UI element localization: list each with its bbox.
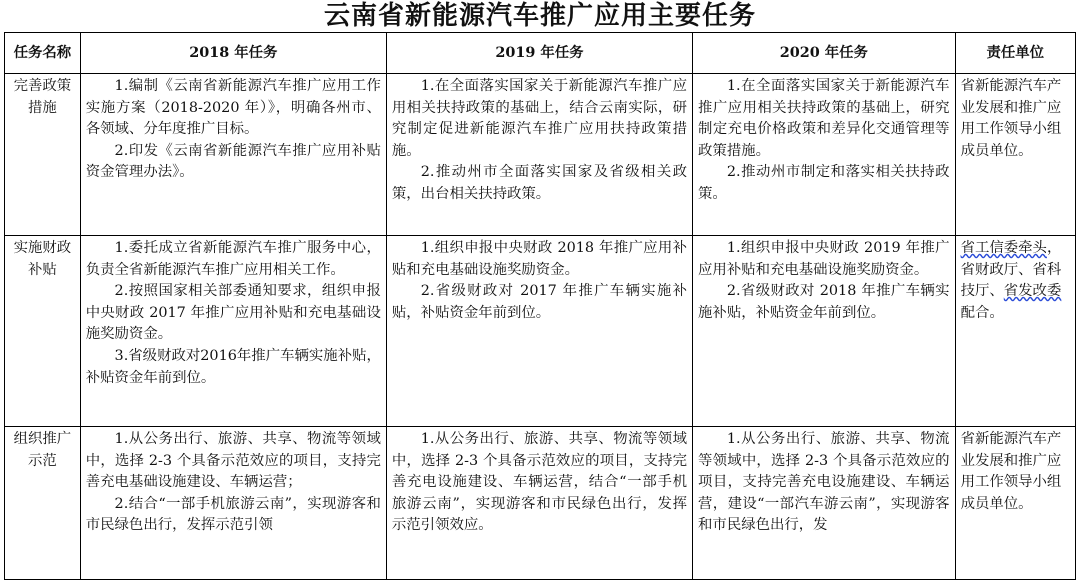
table-row bbox=[5, 427, 1076, 580]
header-2020: 2020 年任务 bbox=[693, 33, 956, 74]
header-2019: 2019 年任务 bbox=[386, 33, 692, 74]
coop-unit-text: 配合。 bbox=[960, 304, 1004, 321]
tasks-2019-cell bbox=[386, 236, 692, 427]
document-title: 云南省新能源汽车推广应用主要任务 bbox=[323, 1, 756, 31]
task-item: 1.组织申报中央财政 2018 年推广应用补贴和充电基础设施奖励资金。 bbox=[391, 240, 688, 278]
tasks-2020-cell bbox=[693, 236, 956, 427]
table-row bbox=[5, 236, 1076, 427]
tasks-2018-cell bbox=[80, 74, 386, 236]
header-task-name: 任务名称 bbox=[5, 33, 81, 74]
task-item: 2.印发《云南省新能源汽车推广应用补贴资金管理办法》。 bbox=[85, 142, 381, 181]
task-item: 1.在全面落实国家关于新能源汽车推广应用相关扶持政策的基础上，结合云南实际，研究制定促进新能源汽车推广应用扶持政策措施。 bbox=[391, 78, 688, 159]
task-name-cell: 组织推广示范 bbox=[5, 427, 81, 580]
task-item: 2.推动州市制定和落实相关扶持政策。 bbox=[698, 164, 950, 202]
table-row bbox=[5, 74, 1076, 236]
task-item: 2.省级财政对 2017 年推广车辆实施补贴，补贴资金年前到位。 bbox=[391, 283, 688, 321]
task-item: 1.从公务出行、旅游、共享、物流等领域中，选择 2-3 个具备示范效应的项目，支持完善充电设施建设、车辆运营，建设“一部汽车游云南”，实现游客和市民绿色出行，发 bbox=[698, 431, 950, 534]
tasks-2020-cell bbox=[693, 427, 956, 580]
tasks-2020-cell bbox=[693, 74, 956, 236]
task-item: 2.推动州市全面落实国家及省级相关政策，出台相关扶持政策。 bbox=[391, 164, 688, 202]
task-table bbox=[4, 32, 1076, 580]
header-responsible-unit: 责任单位 bbox=[955, 33, 1075, 74]
tasks-2018-cell bbox=[80, 427, 386, 580]
task-item: 1.委托成立省新能源汽车推广服务中心，负责全省新能源汽车推广应用相关工作。 bbox=[85, 240, 381, 278]
task-item: 1.编制《云南省新能源汽车推广应用工作实施方案（2018-2020 年）》，明确各州市、各领域、分年度推广目标。 bbox=[85, 78, 381, 138]
task-item: 2.省级财政对 2018 年推广车辆实施补贴，补贴资金年前到位。 bbox=[698, 283, 950, 321]
tasks-2019-cell bbox=[386, 427, 692, 580]
task-item: 2.结合“一部手机旅游云南”，实现游客和市民绿色出行，发挥示范引领 bbox=[85, 495, 381, 534]
responsible-unit-cell bbox=[955, 236, 1075, 427]
lead-unit-text: 省工信委牵头 bbox=[960, 240, 1047, 256]
task-item: 2.按照国家相关部委通知要求，组织申报中央财政 2017 年推广应用补贴和充电基础设施奖励资金。 bbox=[85, 283, 381, 343]
responsible-unit-cell: 省新能源汽车产业发展和推广应用工作领导小组成员单位。 bbox=[955, 427, 1075, 580]
task-item: 1.从公务出行、旅游、共享、物流等领域中，选择 2-3 个具备示范效应的项目，支持完善充电设施建设、车辆运营，结合“一部手机旅游云南”，实现游客和市民绿色出行，发挥示范引领效应。 bbox=[391, 431, 688, 534]
task-item: 1.组织申报中央财政 2019 年推广应用补贴和充电基础设施奖励资金。 bbox=[698, 240, 950, 278]
task-name-cell: 完善政策措施 bbox=[5, 74, 81, 236]
header-row bbox=[5, 33, 1076, 74]
tasks-2018-cell bbox=[80, 236, 386, 427]
responsible-unit-cell: 省新能源汽车产业发展和推广应用工作领导小组成员单位。 bbox=[955, 74, 1075, 236]
task-name-cell: 实施财政补贴 bbox=[5, 236, 81, 427]
task-item: 1.从公务出行、旅游、共享、物流等领域中，选择 2-3 个具备示范效应的项目，支持完善充电基础设施建设、车辆运营； bbox=[85, 431, 381, 491]
coop-unit-text: 省发改委 bbox=[1003, 283, 1062, 300]
task-item: 3.省级财政对2016年推广车辆实施补贴，补贴资金年前到位。 bbox=[85, 347, 381, 386]
coop-unit-text: ，省财政厅、省科技厅、 bbox=[960, 240, 1062, 300]
header-2018: 2018 年任务 bbox=[80, 33, 386, 74]
tasks-2019-cell bbox=[386, 74, 692, 236]
task-item: 1.在全面落实国家关于新能源汽车推广应用相关扶持政策的基础上，研究制定充电价格政策和差异化交通管理等政策措施。 bbox=[698, 78, 950, 159]
